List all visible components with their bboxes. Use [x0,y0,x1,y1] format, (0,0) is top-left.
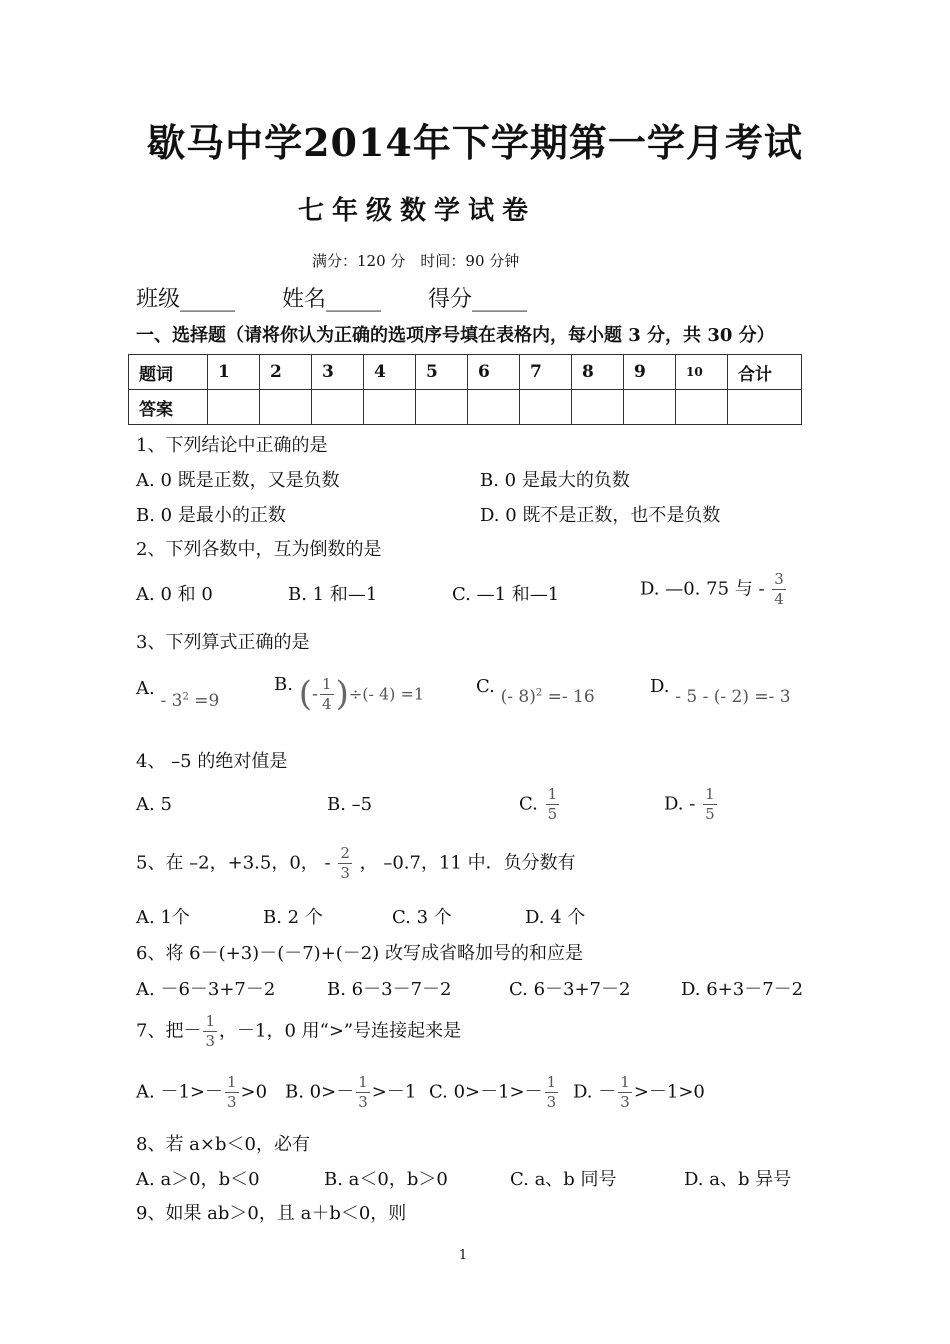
question-5-stem: 5、在 –2，+3.5，0， - $\frac{2}{3}$ ， –0.7，11 中．负分数有 [136,844,576,882]
answer-cell[interactable] [416,390,468,425]
question-1-option-d[interactable]: D. 0 既不是正数，也不是负数 [480,505,721,526]
question-1-option-b[interactable]: B. 0 是最大的负数 [480,470,630,491]
question-2-option-d[interactable] [640,570,788,609]
question-9-stem: 9、如果 ab＞0，且 a＋b＜0，则 [136,1203,407,1224]
question-1-option-a[interactable]: A. 0 既是正数，又是负数 [136,470,340,491]
table-cell: 8 [572,355,624,390]
question-7-stem: 7、把－ $\frac{1}{3}$ ，－1，0 用“>”号连接起来是 [136,1012,462,1050]
fraction: $\frac{1}{3}$ [358,1073,368,1111]
fraction: $\frac{1}{5}$ [547,785,558,823]
question-8-option-d[interactable]: D. a、b 异号 [684,1169,792,1190]
table-row [129,390,802,425]
question-8-option-c[interactable]: C. a、b 同号 [510,1169,617,1190]
question-5-option-a[interactable]: A. 1个 [136,907,190,928]
question-2-stem: 2、下列各数中，互为倒数的是 [136,539,382,560]
table-cell: 2 [260,355,312,390]
answer-cell[interactable] [312,390,364,425]
fraction: $\frac{1}{3}$ [546,1073,557,1111]
question-7-option-d[interactable]: D. － $\frac{1}{3}$ >－1>0 [573,1073,705,1111]
question-6-option-c[interactable]: C. 6－3+7－2 [509,979,631,1000]
question-1-option-c[interactable]: B. 0 是最小的正数 [136,505,286,526]
question-8-option-a[interactable]: A. a＞0，b＜0 [136,1169,260,1190]
question-4-option-b[interactable]: B. –5 [327,794,373,815]
fraction: $\frac{1}{3}$ [620,1073,630,1111]
page-number: 1 [458,1248,468,1263]
question-6-option-a[interactable]: A. －6－3+7－2 [136,979,276,1000]
answer-cell[interactable] [728,390,802,425]
question-2-option-b[interactable]: B. 1 和—1 [288,584,378,605]
fraction: $\frac{2}{3}$ [340,844,350,882]
table-cell: 题词 [129,355,208,390]
question-8-stem: 8、若 a×b＜0，必有 [136,1134,310,1155]
question-2-option-c[interactable]: C. —1 和—1 [452,584,560,605]
table-cell: 10 [676,355,728,390]
name-field: 姓名_____ [282,287,382,312]
table-cell: 5 [416,355,468,390]
question-4-stem: 4、 –5 的绝对值是 [136,751,288,772]
question-5-option-d[interactable]: D. 4 个 [525,907,586,928]
question-3-option-d[interactable]: D. - 5 - (- 2) =- 3 [650,676,791,707]
question-8-option-b[interactable]: B. a＜0，b＞0 [324,1169,448,1190]
answer-cell[interactable] [260,390,312,425]
page-subtitle: 七年级数学试卷 [298,196,537,226]
table-cell: 7 [520,355,572,390]
table-row [129,355,802,390]
question-7-option-b[interactable]: B. 0>－ $\frac{1}{3}$ >－1 [285,1073,417,1111]
table-cell: 9 [624,355,676,390]
question-4-option-d[interactable]: D. - $\frac{1}{5}$ [664,785,715,823]
score-field: 得分_____ [428,287,528,312]
table-cell: 1 [208,355,260,390]
table-cell: 4 [364,355,416,390]
class-field: 班级_____ [136,287,236,312]
fraction: $\frac{1}{5}$ [705,785,715,823]
question-2-option-a[interactable]: A. 0 和 0 [136,584,213,605]
exam-info: 满分：120 分 时间：90 分钟 [312,252,520,270]
answer-cell[interactable] [624,390,676,425]
question-3-option-a[interactable]: A. - $3^2 =9$ [136,678,220,711]
answer-cell[interactable] [676,390,728,425]
section-heading: 一、选择题（请将你认为正确的选项序号填在表格内，每小题 3 分，共 30 分） [136,325,775,346]
page-title: 歇马中学2014年下学期第一学月考试 [147,120,803,165]
answer-cell[interactable] [572,390,624,425]
question-3-stem: 3、下列算式正确的是 [136,632,310,653]
question-7-option-a[interactable]: A. －1>－ $\frac{1}{3}$ >0 [136,1073,268,1111]
option-text: D. —0. 75 与 - [640,578,765,600]
fraction: $\frac{1}{3}$ [226,1073,237,1111]
question-5-option-b[interactable]: B. 2 个 [263,907,323,928]
math-expression: (- 8)$^2$ =- 16 [500,687,595,707]
question-4-option-a[interactable]: A. 5 [136,794,172,815]
question-7-option-c[interactable]: C. 0>－1>－ $\frac{1}{3}$ [429,1073,557,1111]
question-3-option-c[interactable]: C. (- 8)$^2$ =- 16 [476,676,595,707]
answer-cell[interactable] [364,390,416,425]
question-6-option-d[interactable]: D. 6+3－7－2 [681,979,804,1000]
table-cell: 3 [312,355,364,390]
table-cell: 合计 [728,355,802,390]
answer-cell[interactable] [468,390,520,425]
fraction: $\frac{3}{4}$ [774,570,784,608]
fraction: $\frac{1}{4}$ [322,674,332,713]
answer-cell[interactable] [208,390,260,425]
table-cell: 答案 [129,390,208,425]
question-3-option-b[interactable]: B. (- $\frac{1}{4}$ )÷(- 4) =1 [274,674,425,714]
math-expression: - $3^2 =9$ [160,691,220,711]
question-6-option-b[interactable]: B. 6－3－7－2 [327,979,452,1000]
question-4-option-c[interactable]: C. $\frac{1}{5}$ [519,785,558,823]
answer-cell[interactable] [520,390,572,425]
question-1-stem: 1、下列结论中正确的是 [136,435,328,456]
question-6-stem: 6、将 6－(+3)－(－7)+(－2) 改写成省略加号的和应是 [136,943,584,964]
fraction: $\frac{1}{3}$ [205,1012,215,1050]
question-5-option-c[interactable]: C. 3 个 [392,907,452,928]
answer-table [128,354,802,425]
table-cell: 6 [468,355,520,390]
